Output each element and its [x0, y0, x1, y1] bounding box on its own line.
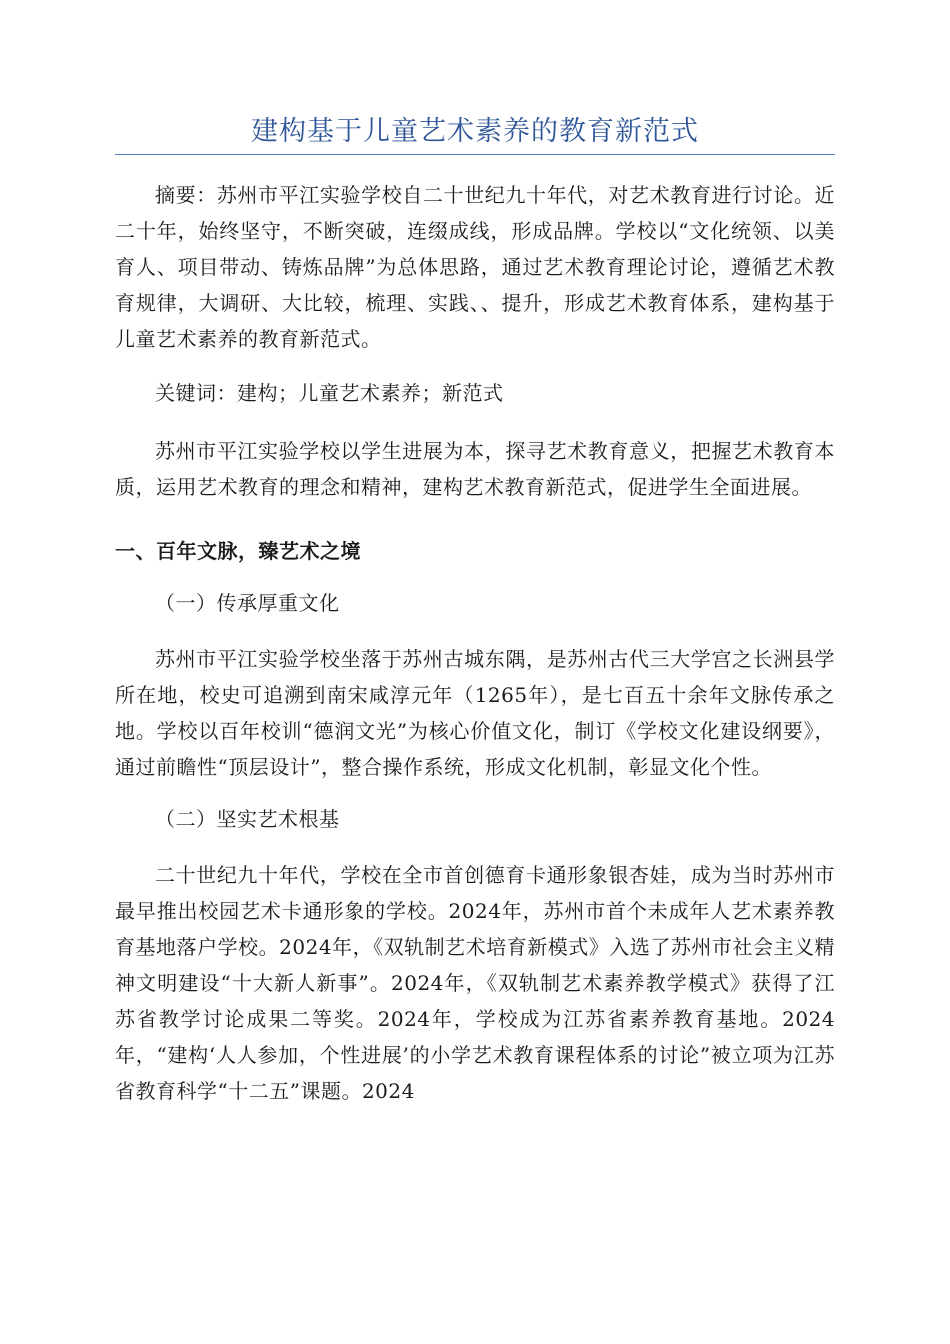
subsection-heading: （二）坚实艺术根基 — [155, 807, 340, 831]
keywords-paragraph: 关键词：建构；儿童艺术素养；新范式 — [155, 381, 504, 405]
subsection-paragraph: 苏州市平江实验学校坐落于苏州古城东隅，是苏州古代三大学宫之长洲县学所在地，校史可追溯到南宋咸淳元年（1265年），是七百五十余年文脉传承之地。学校以百年校训“德润文光”为核心价值文化，制订《学校文化建设纲要》，通过前瞻性“顶层设计”，整合操作系统，形成文化机制，彰显文化个性。 — [115, 647, 835, 779]
subsection-heading: （一）传承厚重文化 — [155, 591, 340, 615]
intro-paragraph: 苏州市平江实验学校以学生进展为本，探寻艺术教育意义，把握艺术教育本质，运用艺术教育的理念和精神，建构艺术教育新范式，促进学生全面进展。 — [115, 439, 835, 499]
document-title: 建构基于儿童艺术素养的教育新范式 — [115, 112, 835, 155]
document-page — [115, 0, 835, 1109]
section-heading: 一、百年文脉，臻艺术之境 — [115, 539, 361, 563]
subsection-paragraph: 二十世纪九十年代，学校在全市首创德育卡通形象银杏娃，成为当时苏州市最早推出校园艺术卡通形象的学校。2024年，苏州市首个未成年人艺术素养教育基地落户学校。2024年，《双轨制艺术培育新模式》入选了苏州市社会主义精神文明建设“十大新人新事”。2024年，《双轨制艺术素养教学模式》获得了江苏省教学讨论成果二等奖。2024年，学校成为江苏省素养教育基地。2024年，“建构‘人人参加，个性进展’的小学艺术教育课程体系的讨论”被立项为江苏省教育科学“十二五”课题。2024 — [115, 863, 835, 1103]
abstract-paragraph: 摘要：苏州市平江实验学校自二十世纪九十年代，对艺术教育进行讨论。近二十年，始终坚守，不断突破，连缀成线，形成品牌。学校以“文化统领、以美育人、项目带动、铸炼品牌”为总体思路，通过艺术教育理论讨论，遵循艺术教育规律，大调研、大比较，梳理、实践、、提升，形成艺术教育体系，建构基于儿童艺术素养的教育新范式。 — [115, 183, 835, 351]
